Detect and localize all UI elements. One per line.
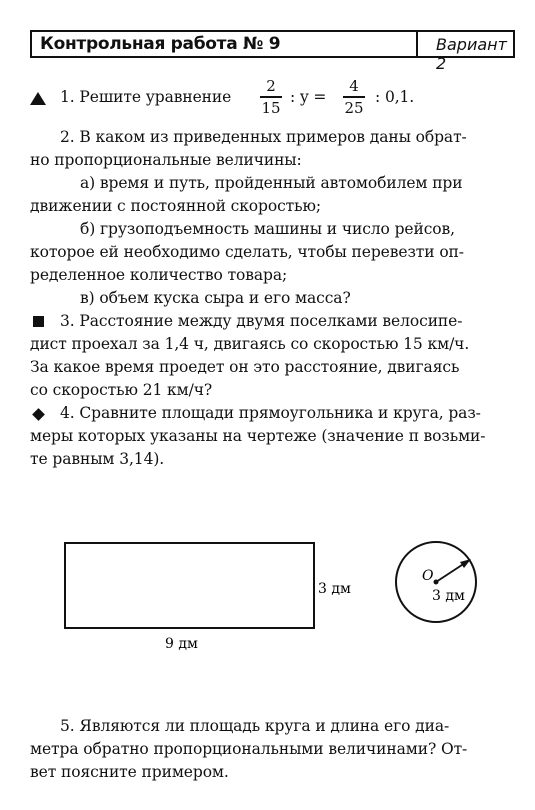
- task5-line: вет поясните примером.: [30, 763, 229, 781]
- task2-option-a: а) время и путь, пройденный автомобилем при: [80, 174, 463, 192]
- task2-line: 2. В каком из приведенных примеров даны обрат-: [60, 128, 467, 146]
- task4-line: те равным 3,14).: [30, 450, 165, 468]
- radius-line: [436, 563, 465, 582]
- fraction-denominator: 25: [344, 99, 364, 117]
- circle-radius-label: 3 дм: [432, 588, 465, 604]
- task4-line: 4. Сравните площади прямоугольника и круга, раз-: [60, 404, 481, 422]
- task1-suffix: : 0,1.: [375, 88, 415, 106]
- variant-label: Вариант 2: [436, 35, 507, 73]
- task3-line: со скоростью 21 км/ч?: [30, 381, 213, 399]
- task1-middle: : y =: [290, 88, 327, 106]
- task2-line: которое ей необходимо сделать, чтобы перевезти оп-: [30, 243, 464, 261]
- fraction-numerator: 2: [266, 77, 276, 95]
- task2-line: движении с постоянной скоростью;: [30, 197, 322, 215]
- circle-center-label: O: [422, 568, 434, 584]
- rectangle-shape: [65, 543, 314, 628]
- task5-line: метра обратно пропорциональными величинами? От-: [30, 740, 468, 758]
- task3-line: дист проехал за 1,4 ч, двигаясь со скоростью 15 км/ч.: [30, 335, 470, 353]
- task2-option-c: в) объем куска сыра и его масса?: [80, 289, 351, 307]
- task1-prefix: 1. Решите уравнение: [60, 88, 232, 106]
- task3-line: За какое время проедет он это расстояние, двигаясь: [30, 358, 460, 376]
- arrowhead-icon: [460, 559, 471, 568]
- task3-line: 3. Расстояние между двумя поселками велосипе-: [60, 312, 463, 330]
- task2-line: но пропорциональные величины:: [30, 151, 302, 169]
- worksheet-title: Контрольная работа № 9: [40, 34, 281, 54]
- task2-option-b: б) грузоподъемность машины и число рейсов,: [80, 220, 455, 238]
- task2-line: ределенное количество товара;: [30, 266, 288, 284]
- rect-width-label: 9 дм: [165, 636, 198, 652]
- fraction-denominator: 15: [261, 99, 281, 117]
- task5-line: 5. Являются ли площадь круга и длина его диа-: [60, 717, 450, 735]
- fraction-numerator: 4: [349, 77, 359, 95]
- task4-line: меры которых указаны на чертеже (значение π возьми-: [30, 427, 486, 445]
- rect-height-label: 3 дм: [318, 581, 351, 597]
